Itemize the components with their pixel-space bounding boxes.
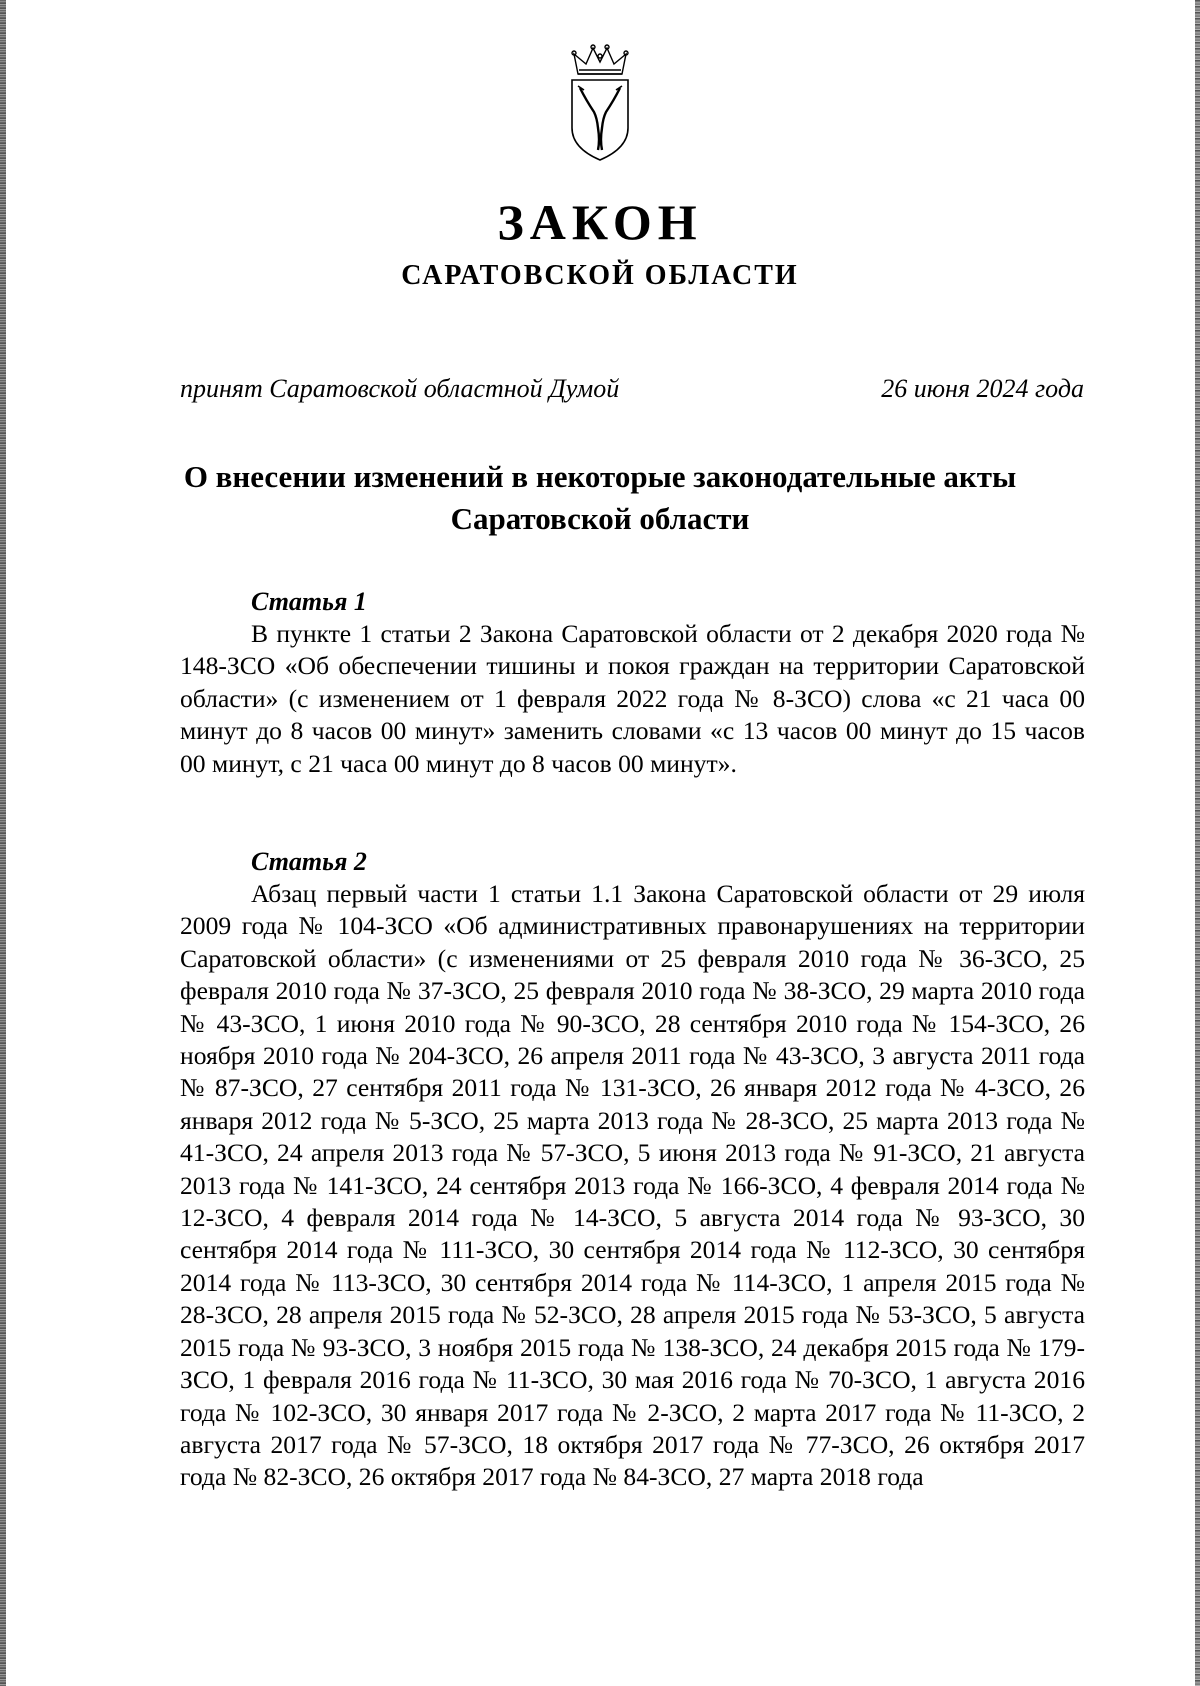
article-2-body: Абзац первый части 1 статьи 1.1 Закона Саратовской области от 29 июля 2009 года № 104-ЗСО «Об административных правонарушениях на территории Саратовской области» (с изменениями от 25 февраля 2010 года № 36-ЗСО, 25 февраля 2010 года № 37-ЗСО, 25 февраля 2010 года № 38-ЗСО, 29 марта 2010 года № 43-ЗСО, 1 июня 2010 года № 90-ЗСО, 28 сентября 2010 года № 154-ЗСО, 26 ноября 2010 года № 204-ЗСО, 26 апреля 2011 года № 43-ЗСО, 3 августа 2011 года № 87-ЗСО, 27 сентября 2011 года № 131-ЗСО, 26 января 2012 года № 4-ЗСО, 26 января 2012 года № 5-ЗСО, 25 марта 2013 года № 28-ЗСО, 25 марта 2013 года № 41-ЗСО, 24 апреля 2013 года № 57-ЗСО, 5 июня 2013 года № 91-ЗСО, 21 августа 2013 года № 141-ЗСО, 24 сентября 2013 года № 166-ЗСО, 4 февраля 2014 года № 12-ЗСО, 4 февраля 2014 года № 14-ЗСО, 5 августа 2014 года № 93-ЗСО, 30 сентября 2014 года № 111-ЗСО, 30 сентября 2014 года № 112-ЗСО, 30 сентября 2014 года № 113-ЗСО, 30 сентября 2014 года № 114-ЗСО, 1 апреля 2015 года № 28-ЗСО, 28 апреля 2015 года № 52-ЗСО, 28 апреля 2015 года № 53-ЗСО, 5 августа 2015 года № 93-ЗСО, 3 ноября 2015 года № 138-ЗСО, 24 декабря 2015 года № 179-ЗСО, 1 февраля 2016 года № 11-ЗСО, 30 мая 2016 года № 70-ЗСО, 1 августа 2016 года № 102-ЗСО, 30 января 2017 года № 2-ЗСО, 2 марта 2017 года № 11-ЗСО, 2 августа 2017 года № 57-ЗСО, 18 октября 2017 года № 77-ЗСО, 26 октября 2017 года № 82-ЗСО, 26 октября 2017 года № 84-ЗСО, 27 марта 2018 года xyxy=(180,879,1085,1492)
article-1-body: В пункте 1 статьи 2 Закона Саратовской области от 2 декабря 2020 года № 148-ЗСО «Об обеспечении тишины и покоя граждан на территории Саратовской области» (с изменением от 1 февраля 2022 года № 8-ЗСО) слова «с 21 часа 00 минут до 8 часов 00 минут» заменить словами «с 13 часов 00 минут до 15 часов 00 минут, с 21 часа 00 минут до 8 часов 00 минут». xyxy=(180,619,1085,778)
crown-icon xyxy=(572,45,628,74)
adopted-by-text: принят Саратовской областной Думой xyxy=(180,374,620,403)
scan-edge-left xyxy=(0,0,6,1686)
document-heading: О внесении изменений в некоторые законодательные акты Саратовской области xyxy=(183,459,1017,536)
scan-edge-right xyxy=(1195,0,1200,1686)
law-title: ЗАКОН xyxy=(497,194,703,250)
article-2-title: Статья 2 xyxy=(251,847,367,876)
region-title: САРАТОВСКОЙ ОБЛАСТИ xyxy=(401,260,799,291)
adoption-date: 26 июня 2024 года xyxy=(881,374,1084,403)
coat-of-arms-emblem xyxy=(564,44,636,164)
shield-icon xyxy=(572,80,628,160)
article-1-title: Статья 1 xyxy=(251,587,367,616)
